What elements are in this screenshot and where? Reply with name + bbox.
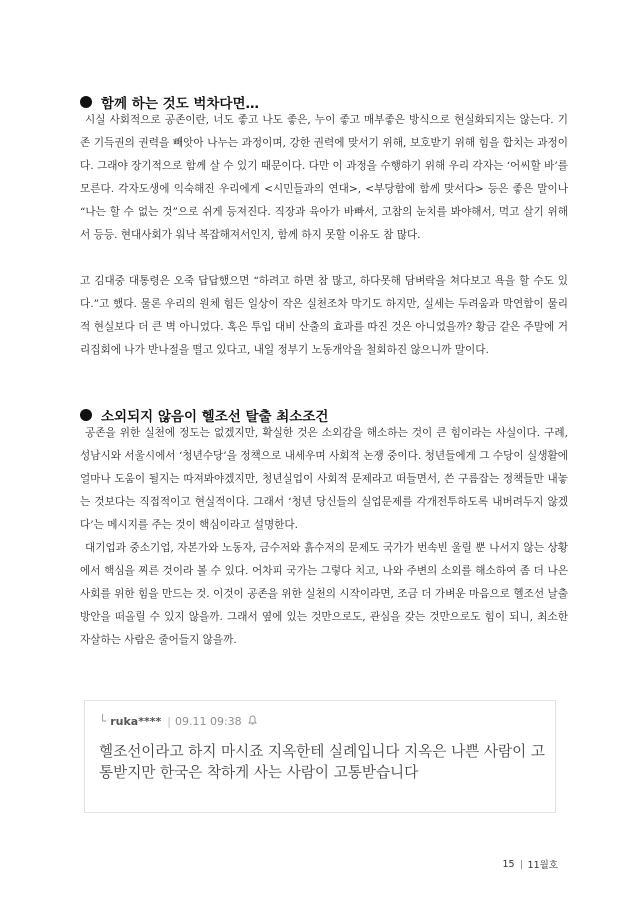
comment-date: 09.11 09:38 — [174, 714, 242, 728]
bullet-icon — [80, 409, 92, 421]
separator: | — [167, 714, 171, 728]
page-number: 15 — [502, 858, 515, 870]
comment-username: ruka**** — [110, 714, 162, 728]
comment-screenshot — [84, 700, 556, 813]
bullet-icon — [80, 96, 92, 108]
paragraph: 시실 사회적으로 공존이란, 너도 좋고 나도 좋은, 누이 좋고 매부좋은 방식으로 현실화되지는 않는다. 기존 기득권의 권력을 빼앗아 나누는 과정이며, 강한 권력에 맞서기 위해, 보호받기 위해 힘을 합치는 과정이다. 그래야 장기적으로 함께 살 수 있기 때문이다. 다만 이 과정을 수행하기 위해 우리 각자는 ‘어씨할 바’를 모른다. 각자도생에 익숙해진 우리에게 <시민들과의 연대>, <부당함에 함께 맞서다> 등은 좋은 말이나 “나는 할 수 없는 것”으로 쉬게 등져진다. 직장과 육아가 바빠서, 고참의 눈치를 봐야해서, 먹고 살기 위해서 등등. 현대사회가 워낙 복잡해져서인지, 함께 하지 못할 이유도 참 많다. — [80, 114, 568, 241]
bell-icon — [248, 715, 257, 728]
paragraph: 공존을 위한 실천에 정도는 없겠지만, 확실한 것은 소외감을 해소하는 것이 큰 힘이라는 사실이다. 구례, 성남시와 서울시에서 ‘청년수당’을 정책으로 내세우며 사회적 논쟁 중이다. 청년들에게 그 수당이 실생활에 얼마나 도움이 될지는 따져봐야겠지만, 청년실업이 사회적 문제라고 떠들면서, 쓴 구름잡는 정책들만 내놓는 것보다는 직접적이고 현실적이다. 그래서 ‘청년 당신들의 실업문제를 각개전투하도록 내버려두지 않겠다’는 메시지를 주는 것이 핵심이라고 설명한다. — [80, 427, 568, 531]
comment-header — [99, 714, 257, 728]
paragraph: 대기업과 중소기업, 자본가와 노동자, 금수저와 흙수저의 문제도 국가가 번속빈 울릴 뿐 나서지 않는 상황에서 핵심을 찌른 것이라 볼 수 있다. 어차피 국가는 그렇다 치고, 나와 주변의 소외를 해소하여 좀 더 나은 사회를 위한 힘을 만드는 것. 이것이 공존을 위한 실천의 시작이라면, 조금 더 가벼운 마음으로 헬조선 날출 방안을 떠올릴 수 있지 않을까. 그래서 옆에 있는 것만으로도, 관심을 갖는 것만으로도 힘이 되니, 최소한 자살하는 사람은 줄어들지 않을까. — [80, 542, 568, 646]
issue-label: 11월호 — [527, 860, 558, 871]
footer-divider — [521, 860, 522, 869]
paragraph: 고 김대중 대통령은 오죽 답답했으면 “하려고 하면 참 많고, 하다못해 담벼락을 쳐다보고 욕을 할 수도 있다.”고 했다. 물론 우리의 원체 힘든 일상이 작은 실천조차 막기도 하지만, 실세는 두려움과 막연함이 물리적 현실보다 더 큰 벽 아니었다. 혹은 투입 대비 산출의 효과를 따진 것은 아니었을까? 황금 같은 주말에 거리집회에 나가 반나절을 떨고 있다고, 내일 정부기 노동개악을 철회하진 않으니까 말이다. — [80, 275, 568, 356]
section-title-text: 함께 하는 것도 벅차다면… — [101, 96, 260, 112]
comment-text: 헬조선이라고 하지 마시죠 지옥한테 실례입니다 지옥은 나쁜 사람이 고통받지만 한국은 착하게 사는 사람이 고통받습니다 — [99, 743, 545, 781]
section-body — [80, 109, 568, 362]
section-title-text: 소외되지 않음이 헬조선 탈출 최소조건 — [101, 409, 329, 425]
page-footer — [502, 857, 558, 871]
section-body — [80, 422, 568, 652]
reply-arrow-icon: └ — [99, 714, 107, 728]
